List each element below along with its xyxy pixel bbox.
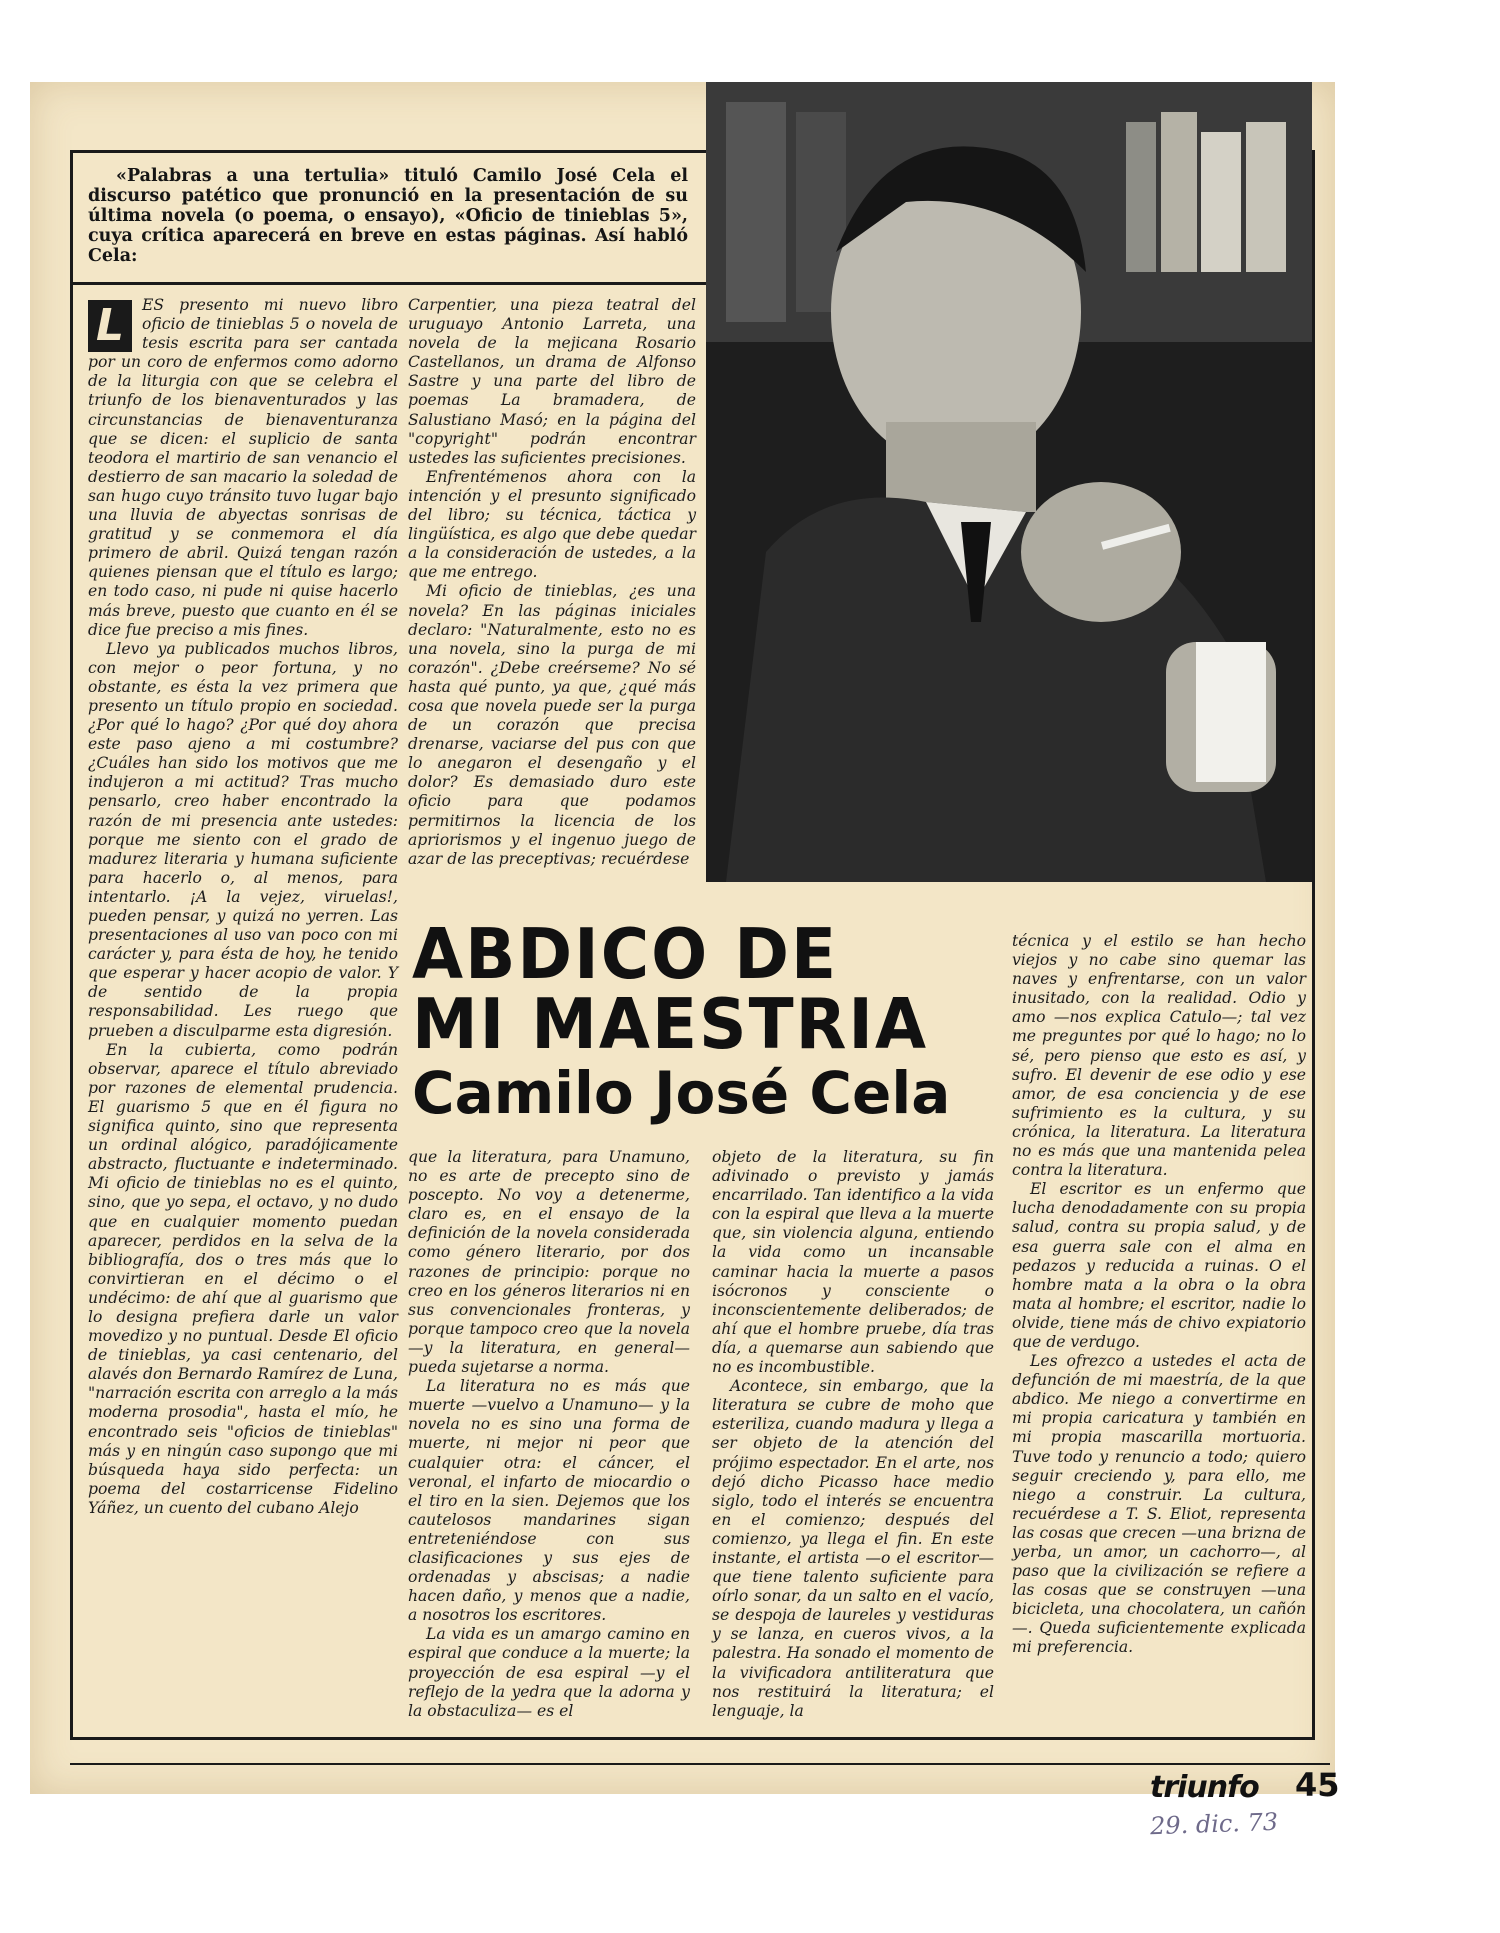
paragraph: objeto de la literatura, su fin adivinado o previsto y jamás encarrilado. Tan identifico a la vida con la espiral que lleva a la muerte que, sin violencia alguna, entiendo la vida como un incansable caminar hacia la muerte a pasos isócronos y consciente o inconscientemente deliberados; de ahí que el hombre pruebe, día tras día, a quemarse aun sabiendo que no es incombustible. <box>712 1148 994 1377</box>
paragraph: Mi oficio de tinieblas, ¿es una novela? En las páginas iniciales declaro: "Naturalmente, esto no es una novela, sino la purga de mi corazón". ¿Debe creérseme? No sé hasta qué punto, ya que, ¿qué más cosa que novela puede ser la purga de un corazón que precisa drenarse, vaciarse del pus con que lo anegaron el desengaño y el dolor? Es demasiado duro este oficio para que podamos permitirnos la licencia de los apriorismos y el ingenuo juego de azar de las preceptivas; recuérdese <box>408 582 696 868</box>
paragraph-text: ES presento mi nuevo libro oficio de tinieblas 5 o novela de tesis escrita para ser cantada por un coro de enfermos como adorno de la liturgia con que se celebra el triunfo de los bienaventurados y las circunstancias de bienaventuranza que se dicen: el suplicio de santa teodora el martirio de san venancio el destierro de san macario la soledad de san hugo cuyo tránsito tuvo lugar bajo una lluvia de abyectas sonrisas de gratitud y se conmemora el día primero de abril. Quizá tengan razón quienes piensan que el título es largo; en todo caso, ni pude ni quise hacerlo más breve, puesto que cuanto en él se dice fue preciso a mis fines. <box>88 296 398 639</box>
article-intro: «Palabras a una tertulia» tituló Camilo José Cela el discurso patético que pronunció en la presentación de su última novela (o poema, o ensayo), «Oficio de tinieblas 5», cuya crítica aparecerá en breve en estas páginas. Así habló Cela: <box>88 166 688 266</box>
footer-divider <box>70 1763 1330 1765</box>
headline-line-2: MI MAESTRIA <box>412 984 929 1065</box>
text-column-2 <box>408 296 696 869</box>
headline-line-1: ABDICO DE <box>412 914 839 995</box>
page-number: 45 <box>1295 1766 1340 1804</box>
paragraph <box>88 296 398 640</box>
paragraph: Enfrentémenos ahora con la intención y el presunto significado del libro; su técnica, táctica y lingüística, es algo que debe quedar a la consideración de ustedes, a la que me entrego. <box>408 467 696 582</box>
author-photo <box>706 82 1312 882</box>
paragraph: técnica y el estilo se han hecho viejos y no cabe sino quemar las naves y enfrentarse, con un valor inusitado, con la realidad. Odio y amo —nos explica Catulo—; tal vez me preguntes por qué lo hago; no lo sé, pero pienso que esto es así, y sufro. El devenir de ese odio y ese amor, de esa conciencia y de ese sufrimiento es la cultura, y su crónica, la literatura. La literatura no es más que una mantenida pelea contra la literatura. <box>1012 932 1306 1180</box>
text-column-5 <box>1012 932 1306 1658</box>
paragraph: Les ofrezco a ustedes el acta de defunción de mi maestría, de la que abdico. Me niego a convertirme en mi propia caricatura y también en mi propia mascarilla mortuoria. Tuve todo y renuncio a todo; quiero seguir creciendo y, para ello, me niego a construir. La cultura, recuérdese a T. S. Eliot, representa las cosas que crecen —una brizna de yerba, un amor, un cachorro—, al paso que la civilización se refiere a las cosas que se construyen —una bicicleta, una chocolatera, un cañón—. Queda suficientemente explicada mi preferencia. <box>1012 1352 1306 1657</box>
handwritten-date: 29. dic. 73 <box>1149 1807 1279 1841</box>
drop-cap: L <box>88 300 132 352</box>
paragraph: Acontece, sin embargo, que la literatura se cubre de moho que esteriliza, cuando madura y llega a ser objeto de la atención del prójimo espectador. En el arte, nos dejó dicho Picasso hace medio siglo, todo el interés se encuentra en el comienzo; después del comienzo, ya llega el fin. En este instante, el artista —o el escritor— que tiene talento suficiente para oírlo sonar, da un salto en el vacío, se despoja de laureles y vestiduras y se lanza, en cueros vivos, a la palestra. Ha sonado el momento de la vivificadora antiliteratura que nos restituirá la literatura; el lenguaje, la <box>712 1377 994 1720</box>
paragraph: La vida es un amargo camino en espiral que conduce a la muerte; la proyección de esa espiral —y el reflejo de la yedra que la adorna y la obstaculiza— es el <box>408 1625 690 1720</box>
text-column-1 <box>88 296 398 1518</box>
text-column-3 <box>408 1148 690 1721</box>
paragraph: El escritor es un enfermo que lucha denodadamente con su propia salud, contra su propia salud, y de esa guerra sale con el alma en pedazos y reducida a ruinas. O el hombre mata a la obra o la obra mata al hombre; el escritor, nadie lo olvide, tiene más de chivo expiatorio que de verdugo. <box>1012 1180 1306 1351</box>
author-portrait-illustration <box>706 82 1312 882</box>
paragraph: Carpentier, una pieza teatral del uruguayo Antonio Larreta, una novela de la mejicana Rosario Castellanos, un drama de Alfonso Sastre y una parte del libro de poemas La bramadera, de Salustiano Masó; en la página del "copyright" podrán encontrar ustedes las suficientes precisiones. <box>408 296 696 467</box>
paragraph: Llevo ya publicados muchos libros, con mejor o peor fortuna, y no obstante, es ésta la vez primera que presento un título propio en sociedad. ¿Por qué lo hago? ¿Por qué doy ahora este paso ajeno a mi costumbre? ¿Cuáles han sido los motivos que me indujeron a mi actitud? Tras mucho pensarlo, creo haber encontrado la razón de mi presencia ante ustedes: porque me siento con el grado de madurez literaria y humana suficiente para hacerlo o, al menos, para intentarlo. ¡A la vejez, viruelas!, pueden pensar, y quizá no yerren. Las presentaciones al uso van poco con mi carácter y, para ésta de hoy, he tenido que esperar y hacer acopio de valor. Y de sentido de la propia responsabilidad. Les ruego que prueben a disculparme esta digresión. <box>88 639 398 1040</box>
author-byline: Camilo José Cela <box>412 1059 951 1127</box>
paragraph: En la cubierta, como podrán observar, aparece el título abreviado por razones de elemental prudencia. El guarismo 5 que en él figura no significa quinto, sino que representa un ordinal alógico, paradójicamente abstracto, fluctuante e indeterminado. Mi oficio de tinieblas no es el quinto, sino, que yo sepa, el octavo, y no dudo que en cualquier momento puedan aparecer, perdidos en la selva de la bibliografía, dos o tres más que lo convirtieran en el décimo o el undécimo: de ahí que al guarismo que lo designa prefiera darle un valor movedizo y no puntual. Desde El oficio de tinieblas, ya casi centenario, del alavés don Bernardo Ramírez de Luna, "narración escrita con arreglo a la más moderna prosodia", hasta el mío, he encontrado seis "oficios de tinieblas" más y en ningún caso supongo que mi búsqueda haya sido perfecta: un poema del costarricense Fidelino Yáñez, un cuento del cubano Alejo <box>88 1040 398 1517</box>
intro-divider <box>70 282 706 285</box>
paragraph: La literatura no es más que muerte —vuelvo a Unamuno— y la novela no es sino una forma de muerte, ni mejor ni peor que cualquier otra: el cáncer, el veronal, el infarto de miocardio o el tiro en la sien. Dejemos que los cautelosos mandarines sigan entreteniéndose con sus clasificaciones y sus ejes de ordenadas y abscisas; a nadie hacen daño, y menos que a nadie, a nosotros los escritores. <box>408 1377 690 1625</box>
paragraph: que la literatura, para Unamuno, no es arte de precepto sino de poscepto. No voy a detenerme, claro es, en el ensayo de la definición de la novela considerada como género literario, por dos razones de principio: porque no creo en los géneros literarios ni en sus convencionales fronteras, y porque tampoco creo que la novela —y la literatura, en general— pueda sujetarse a norma. <box>408 1148 690 1377</box>
magazine-logo: triunfo <box>1150 1770 1259 1805</box>
text-column-4 <box>712 1148 994 1721</box>
